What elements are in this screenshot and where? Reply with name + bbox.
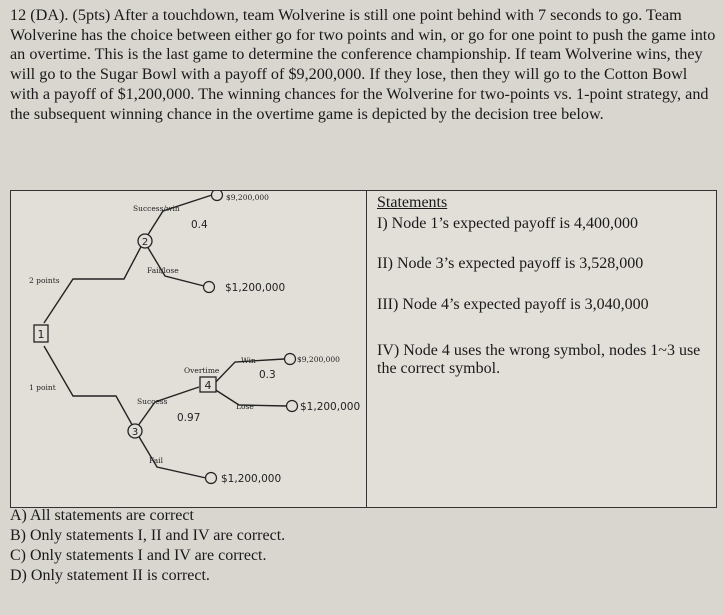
decision-tree-panel xyxy=(10,190,368,508)
end-node-fail xyxy=(206,473,217,484)
prob-success-win: 0.4 xyxy=(191,219,208,231)
statement-2: II) Node 3’s expected payoff is 3,528,000 xyxy=(377,255,644,272)
statement-4: IV) Node 4 uses the wrong symbol, nodes 1~3 use the correct symbol. xyxy=(377,342,701,377)
label-2-points: 2 points xyxy=(29,276,60,285)
label-fail: Fail xyxy=(149,456,163,465)
end-node-lose-top xyxy=(204,282,215,293)
node-4-label: 4 xyxy=(204,379,212,392)
branch-fail xyxy=(135,430,206,478)
prob-win: 0.3 xyxy=(259,369,276,381)
statements-panel xyxy=(366,190,717,508)
payoff-fail: $1,200,000 xyxy=(221,473,282,485)
payoff-win-top: $9,200,000 xyxy=(226,193,269,202)
statement-1: I) Node 1’s expected payoff is 4,400,000 xyxy=(377,215,638,232)
node-3-label: 3 xyxy=(131,427,139,438)
branch-1-point xyxy=(44,346,135,430)
end-node-overtime-win xyxy=(285,354,296,365)
label-win: Win xyxy=(241,356,256,365)
payoff-overtime-win: $9,200,000 xyxy=(297,355,340,364)
node-1-label: 1 xyxy=(37,328,45,341)
answer-b[interactable]: B) Only statements I, II and IV are correct. xyxy=(10,527,286,544)
label-success: Success xyxy=(137,397,168,406)
answer-d[interactable]: D) Only statement II is correct. xyxy=(10,567,210,584)
statement-3: III) Node 4’s expected payoff is 3,040,000 xyxy=(377,296,649,313)
answer-c[interactable]: C) Only statements I and IV are correct. xyxy=(10,547,267,564)
branch-success-win xyxy=(144,195,212,241)
branch-fail-lose xyxy=(144,241,204,286)
decision-tree xyxy=(11,191,367,507)
prob-success: 0.97 xyxy=(177,412,201,424)
statements-title: Statements xyxy=(377,194,448,211)
end-node-win-top xyxy=(212,191,223,201)
question-text: 12 (DA). (5pts) After a touchdown, team Wolverine is still one point behind with 7 seconds to go. Team Wolverine has the choice between either go for two points and win, or go for one point to push the game into an overtime. This is the last game to determine the conference championship. If team Wolverine wins, they will go to the Sugar Bowl with a payoff of $9,200,000. If they lose, then they will go to the Cotton Bowl with a payoff of $1,200,000. The winning chances for the Wolverine for two-points vs. 1-point strategy, and the subsequent winning chance in the overtime game is depicted by the decision tree below. xyxy=(10,6,716,123)
payoff-overtime-lose: $1,200,000 xyxy=(300,401,361,413)
label-fail-lose: Fail/lose xyxy=(147,266,179,275)
end-node-overtime-lose xyxy=(287,401,298,412)
label-lose: Lose xyxy=(236,402,254,411)
label-overtime: Overtime xyxy=(184,366,220,375)
label-success-win: Success/win xyxy=(133,204,180,213)
node-2-label: 2 xyxy=(141,237,149,248)
payoff-lose-top: $1,200,000 xyxy=(225,282,286,294)
answer-choices xyxy=(10,506,285,586)
answer-a[interactable]: A) All statements are correct xyxy=(10,507,194,524)
label-1-point: 1 point xyxy=(29,383,56,392)
